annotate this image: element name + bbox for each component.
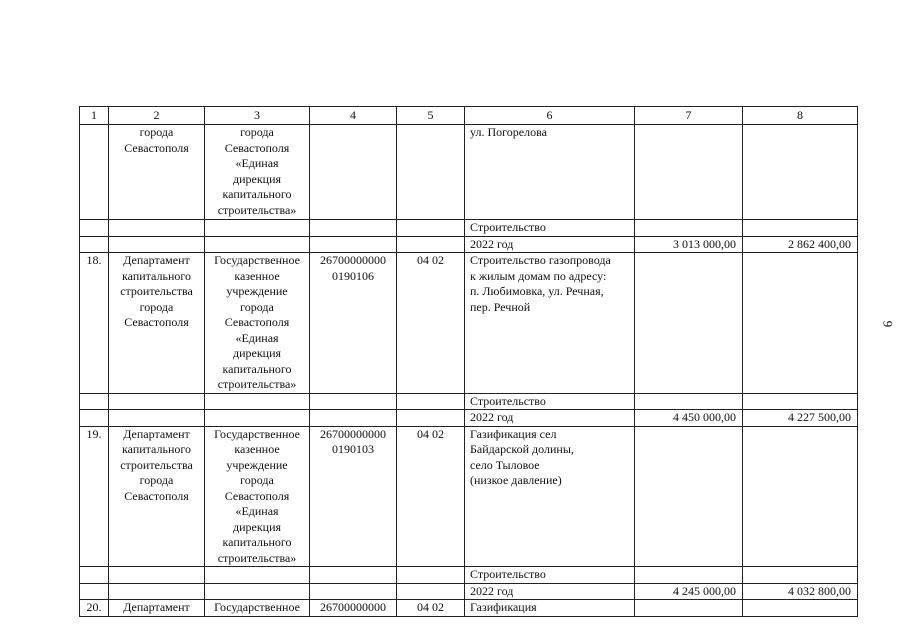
row-number: 19.	[80, 426, 109, 567]
table-row	[80, 426, 858, 567]
federal-amount: 2 862 400,00	[743, 236, 858, 253]
total-amount: 4 245 000,00	[635, 583, 743, 600]
federal-amount: 4 227 500,00	[743, 410, 858, 427]
code-cell: 26700000000 0190106	[310, 253, 397, 394]
header-col-2: 2	[109, 107, 205, 125]
section-cell: 04 02	[397, 253, 465, 394]
header-col-1: 1	[80, 107, 109, 125]
work-type-cell: Строительство	[465, 567, 635, 584]
code-cell: 26700000000	[310, 600, 397, 617]
recipient-cell: Государственное казенное учреждение города Севастополя «Единая дирекция капитального строительства»	[205, 253, 310, 394]
work-type-cell: Строительство	[465, 393, 635, 410]
row-number: 18.	[80, 253, 109, 394]
year-cell: 2022 год	[465, 236, 635, 253]
object-cell: Газификация сел Байдарской долины, село Тыловое (низкое давление)	[465, 426, 635, 567]
header-col-6: 6	[465, 107, 635, 125]
table-row	[80, 236, 858, 253]
table-row	[80, 410, 858, 427]
federal-cell	[743, 125, 858, 220]
federal-amount: 4 032 800,00	[743, 583, 858, 600]
work-type-cell: Строительство	[465, 220, 635, 237]
object-cell: Строительство газопровода к жилым домам по адресу: п. Любимовка, ул. Речная, пер. Речной	[465, 253, 635, 394]
object-cell: Газификация	[465, 600, 635, 617]
section-cell	[397, 125, 465, 220]
total-cell	[635, 125, 743, 220]
page-number: 9	[880, 320, 896, 328]
header-col-8: 8	[743, 107, 858, 125]
recipient-cell: Государственное казенное учреждение города Севастополя «Единая дирекция капитального строительства»	[205, 426, 310, 567]
table-row	[80, 125, 858, 220]
customer-cell: города Севастополя	[109, 125, 205, 220]
table-row	[80, 253, 858, 394]
total-amount: 3 013 000,00	[635, 236, 743, 253]
customer-cell: Департамент капитального строительства города Севастополя	[109, 253, 205, 394]
table-row	[80, 220, 858, 237]
year-cell: 2022 год	[465, 410, 635, 427]
customer-cell: Департамент капитального строительства города Севастополя	[109, 426, 205, 567]
table-row	[80, 600, 858, 617]
header-col-5: 5	[397, 107, 465, 125]
section-cell: 04 02	[397, 426, 465, 567]
year-cell: 2022 год	[465, 583, 635, 600]
code-cell	[310, 125, 397, 220]
table-row	[80, 583, 858, 600]
object-cell: ул. Погорелова	[465, 125, 635, 220]
recipient-cell: города Севастополя «Единая дирекция капитального строительства»	[205, 125, 310, 220]
table-row	[80, 393, 858, 410]
header-col-7: 7	[635, 107, 743, 125]
row-number	[80, 125, 109, 220]
recipient-cell: Государственное	[205, 600, 310, 617]
header-row	[80, 107, 858, 125]
section-cell: 04 02	[397, 600, 465, 617]
header-col-3: 3	[205, 107, 310, 125]
row-number: 20.	[80, 600, 109, 617]
code-cell: 26700000000 0190103	[310, 426, 397, 567]
header-col-4: 4	[310, 107, 397, 125]
total-amount: 4 450 000,00	[635, 410, 743, 427]
table-row	[80, 567, 858, 584]
customer-cell: Департамент	[109, 600, 205, 617]
budget-table	[79, 106, 858, 617]
